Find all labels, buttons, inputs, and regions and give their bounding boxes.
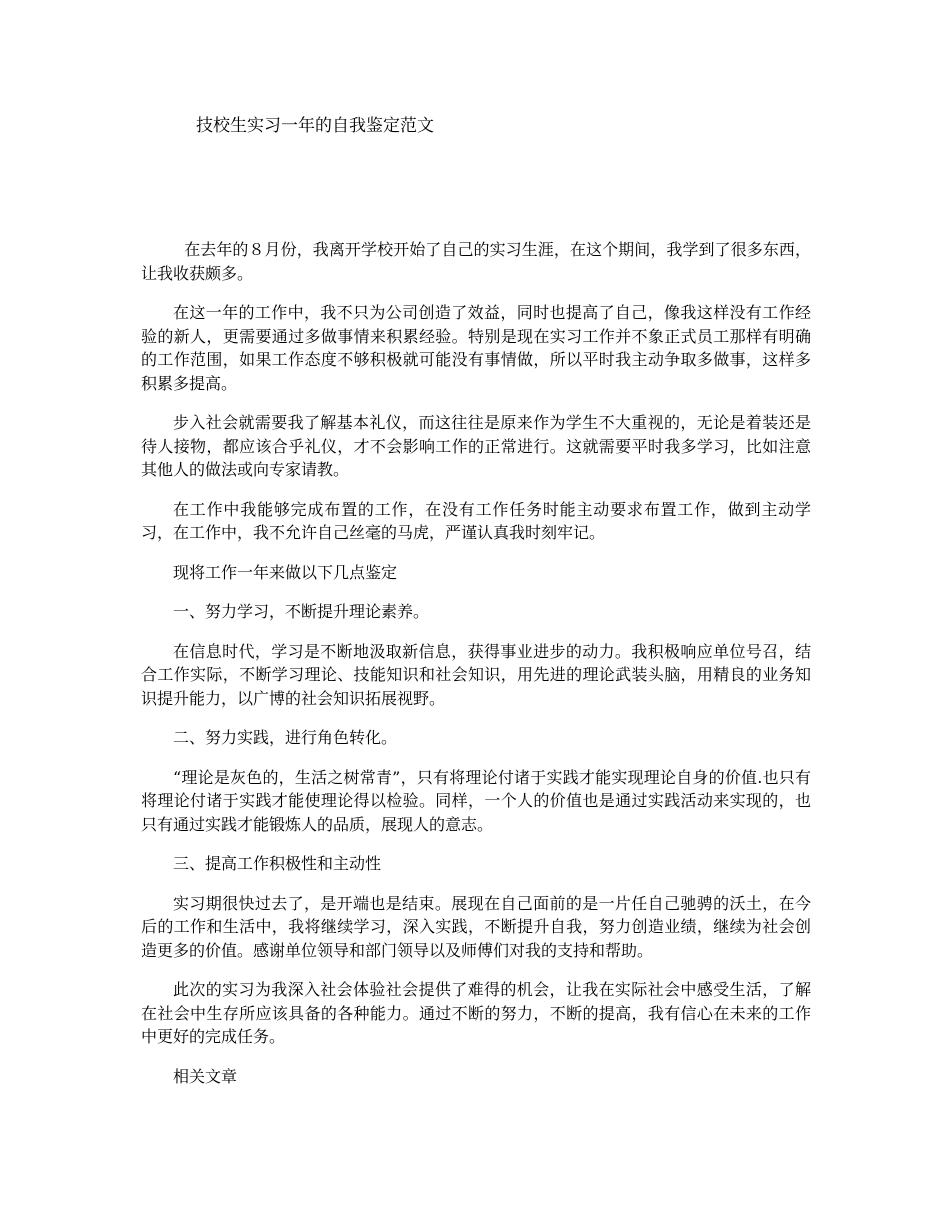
- section-heading-1: 一、努力学习，不断提升理论素养。: [173, 602, 430, 621]
- document-title: 技校生实习一年的自我鉴定范文: [196, 116, 434, 136]
- paragraph-summary-intro: 现将工作一年来做以下几点鉴定: [173, 562, 398, 582]
- section-heading-2: 二、努力实践，进行角色转化。: [173, 728, 398, 747]
- paragraph-practice: “理论是灰色的，生活之树常青”，只有将理论付诸于实践才能实现理论自身的价值.也只有将理论付诸于实践才能使理论得以检验。同样，一个人的价值也是通过实践活动来实现的，也只有通过实践才能锻炼人的品质，展现人的意志。: [141, 767, 811, 834]
- paragraph-conclusion: 实习期很快过去了，是开端也是结束。展现在自己面前的是一片任自己驰骋的沃土，在今后的工作和生活中，我将继续学习，深入实践，不断提升自我，努力创造业绩，继续为社会创造更多的价值。感谢单位领导和部门领导以及师傅们对我的支持和帮助。: [141, 893, 811, 960]
- related-articles-heading: 相关文章: [173, 1066, 238, 1086]
- section-heading-3: 三、提高工作积极性和主动性: [173, 854, 382, 873]
- paragraph-initiative: 在工作中我能够完成布置的工作，在没有工作任务时能主动要求布置工作，做到主动学习，在工作中，我不允许自己丝毫的马虎，严谨认真我时刻牢记。: [141, 499, 811, 542]
- paragraph-etiquette: 步入社会就需要我了解基本礼仪，而这往往是原来作为学生不大重视的，无论是着装还是待人接物，都应该合乎礼仪，才不会影响工作的正常进行。这就需要平时我多学习，比如注意其他人的做法或向专家请教。: [141, 413, 811, 479]
- paragraph-intro: 在去年的８月份，我离开学校开始了自己的实习生涯，在这个期间，我学到了很多东西，让我收获颇多。: [141, 240, 811, 283]
- paragraph-closing: 此次的实习为我深入社会体验社会提供了难得的机会，让我在实际社会中感受生活，了解在社会中生存所应该具备的各种能力。通过不断的努力，不断的提高，我有信心在未来的工作中更好的完成任务。: [141, 980, 811, 1046]
- paragraph-work-summary: 在这一年的工作中，我不只为公司创造了效益，同时也提高了自己，像我这样没有工作经验的新人，更需要通过多做事情来积累经验。特别是现在实习工作并不象正式员工那样有明确的工作范围，如果工作态度不够积极就可能没有事情做，所以平时我主动争取多做事，这样多积累多提高。: [141, 303, 811, 393]
- document-body: [141, 238, 811, 1104]
- paragraph-study: 在信息时代，学习是不断地汲取新信息，获得事业进步的动力。我积极响应单位号召，结合工作实际，不断学习理论、技能知识和社会知识，用先进的理论武装头脑，用精良的业务知识提升能力，以广博的社会知识拓展视野。: [141, 641, 811, 708]
